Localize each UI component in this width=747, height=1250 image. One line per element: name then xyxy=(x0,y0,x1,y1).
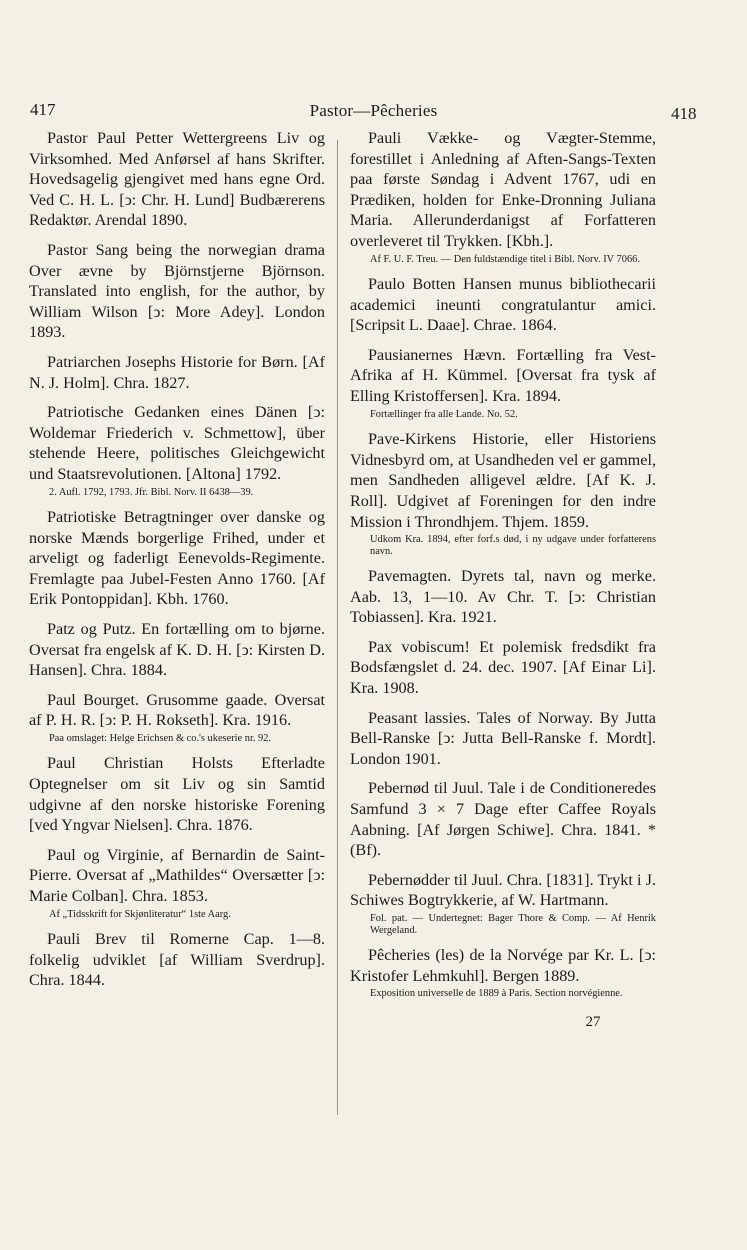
entry-note: Exposition universelle de 1889 à Paris. Section norvégienne. xyxy=(370,988,623,1000)
bibliography-entry xyxy=(29,845,325,920)
bibliography-entry xyxy=(29,753,325,835)
bibliography-entry xyxy=(350,945,656,1000)
entry-text: Pebernødder til Juul. Chra. [1831]. Trykt i J. Schiwes Bogtrykkerie, af W. Hartmann. xyxy=(350,870,656,910)
bibliography-entry xyxy=(29,402,325,498)
entry-note: Udkom Kra. 1894, efter forf.s død, i ny udgave under forfatterens navn. xyxy=(370,534,656,557)
column-divider xyxy=(337,140,338,1115)
entry-text: Pausianernes Hævn. Fortælling fra Vest-Afrika af H. Kümmel. [Oversat fra tysk af Elling Kristoffersen]. Kra. 1894. xyxy=(350,345,656,406)
entry-text: Pastor Sang being the norwegian drama Over ævne by Björnstjerne Björnson. Translated into english, for the author, by William Wilson [ↄ: More Adey]. London 1893. xyxy=(29,240,325,342)
bibliography-entry xyxy=(350,708,656,770)
right-column xyxy=(350,128,656,1032)
bibliography-entry xyxy=(350,637,656,699)
bibliography-entry xyxy=(29,619,325,681)
entry-text: Pave-Kirkens Historie, eller Historiens Vidnesbyrd om, at Usandheden vel er gammel, men Sandheden alligevel ældre. [Af K. J. Roll]. Udgivet af Foreningen for den indre Mission i Throndhjem. Thjem. 1859. xyxy=(350,430,656,531)
entry-text: Pauli Vække- og Vægter-Stemme, forestillet i Anledning af Aften-Sangs-Texten paa første Søndag i Advent 1767, udi en Prædiken, holden for Enke-Dronning Juliana Maria. Allerunderdanigst af Forfatteren overleveret til Trykken. [Kbh.]. xyxy=(350,129,656,250)
entry-text: Pax vobiscum! Et polemisk fredsdikt fra Bodsfængslet d. 24. dec. 1907. [Af Einar Li]. Kra. 1908. xyxy=(350,637,656,698)
bibliography-entry xyxy=(350,345,656,420)
entry-text: Pauli Brev til Romerne Cap. 1—8. folkelig udviklet [af William Sverdrup]. Chra. 1844. xyxy=(29,930,325,990)
entry-note: Fol. pat. — Undertegnet: Bager Thore & Comp. — Af Henrik Wergeland. xyxy=(370,913,656,936)
entry-text: Patriotiske Betragtninger over danske og norske Mænds borgerlige Frihed, under et arveligt og faderligt Eenevolds-Regimente. Fremlagte paa Jubel-Festen Anno 1760. [Af Erik Pontoppidan]. Kbh. 1760. xyxy=(29,508,325,609)
entry-note: Af F. U. F. Treu. — Den fuldstændige titel i Bibl. Norv. IV 7066. xyxy=(370,253,640,265)
entry-text: Pastor Paul Petter Wettergreens Liv og Virksomhed. Med Anførsel af hans Skrifter. Hovedsagelig gjengivet med hans egne Ord. Ved C. H. L. [ↄ: Chr. H. Lund] Budbærerens Redaktør. Arendal 1890. xyxy=(29,129,325,230)
entry-text: Paul og Virginie, af Bernardin de Saint-Pierre. Oversat af „Mathildes“ Oversætter [ↄ: Marie Colban]. Chra. 1853. xyxy=(29,845,325,905)
bibliography-entry xyxy=(350,429,656,557)
entry-note: Paa omslaget: Helge Erichsen & co.'s ukeserie nr. 92. xyxy=(49,732,272,744)
entry-text: Patz og Putz. En fortælling om to bjørne. Oversat fra engelsk af K. D. H. [ↄ: Kirsten D. Hansen]. Chra. 1884. xyxy=(29,619,325,680)
entry-note: 2. Aufl. 1792, 1793. Jfr. Bibl. Norv. II 6438—39. xyxy=(49,486,254,498)
entry-text: Paulo Botten Hansen munus bibliothecarii academici ineunti congratulantur amici. [Scripsit L. Daae]. Chrae. 1864. xyxy=(350,275,656,335)
entry-text: Patriarchen Josephs Historie for Børn. [Af N. J. Holm]. Chra. 1827. xyxy=(29,352,325,392)
bibliography-entry xyxy=(350,566,656,628)
left-page-number: 417 xyxy=(30,100,56,119)
entry-text: Patriotische Gedanken eines Dänen [ↄ: Woldemar Friederich v. Schmettow], über stehende Heere, politisches Gleichgewicht und Staatsrevolutionen. [Altona] 1792. xyxy=(29,403,325,483)
right-page-number: 418 xyxy=(671,104,697,123)
bibliography-entry xyxy=(350,128,656,265)
entry-note: Fortællinger fra alle Lande. No. 52. xyxy=(370,408,518,420)
running-title: Pastor—Pêcheries xyxy=(309,101,438,120)
bibliography-entry xyxy=(350,274,656,336)
bibliography-entry xyxy=(29,352,325,393)
entry-note: Af „Tidsskrift for Skjønliteratur“ 1ste Aarg. xyxy=(49,908,231,920)
entry-text: Pavemagten. Dyrets tal, navn og merke. Aab. 13, 1—10. Av Chr. T. [ↄ: Christian Tobiassen]. Kra. 1921. xyxy=(350,567,656,627)
bibliography-entry xyxy=(29,240,325,343)
entry-text: Peasant lassies. Tales of Norway. By Jutta Bell-Ranske [ↄ: Jutta Bell-Ranske f. Mordt]. London 1901. xyxy=(350,708,656,768)
bibliography-entry xyxy=(350,778,656,860)
entry-text: Pêcheries (les) de la Norvége par Kr. L. [ↄ: Kristofer Lehmkuhl]. Bergen 1889. xyxy=(350,946,656,985)
signature-mark: 27 xyxy=(585,1013,601,1030)
bibliography-entry xyxy=(350,870,656,936)
bibliography-entry xyxy=(29,507,325,610)
left-column xyxy=(29,128,325,1000)
entry-text: Paul Bourget. Grusomme gaade. Oversat af P. H. R. [ↄ: P. H. Rokseth]. Kra. 1916. xyxy=(29,690,325,730)
entry-text: Paul Christian Holsts Efterladte Optegnelser om sit Liv og sin Samtid udgivne af den norske historiske Forening [ved Yngvar Nielsen]. Chra. 1876. xyxy=(29,754,325,835)
entry-text: Pebernød til Juul. Tale i de Conditioneredes Samfund 3 × 7 Dage efter Caffee Royals Aabning. [Af Jørgen Schiwe]. Chra. 1841. * (Bf). xyxy=(350,779,656,860)
bibliography-entry xyxy=(29,690,325,745)
bibliography-entry xyxy=(29,128,325,231)
bibliography-entry xyxy=(29,929,325,991)
